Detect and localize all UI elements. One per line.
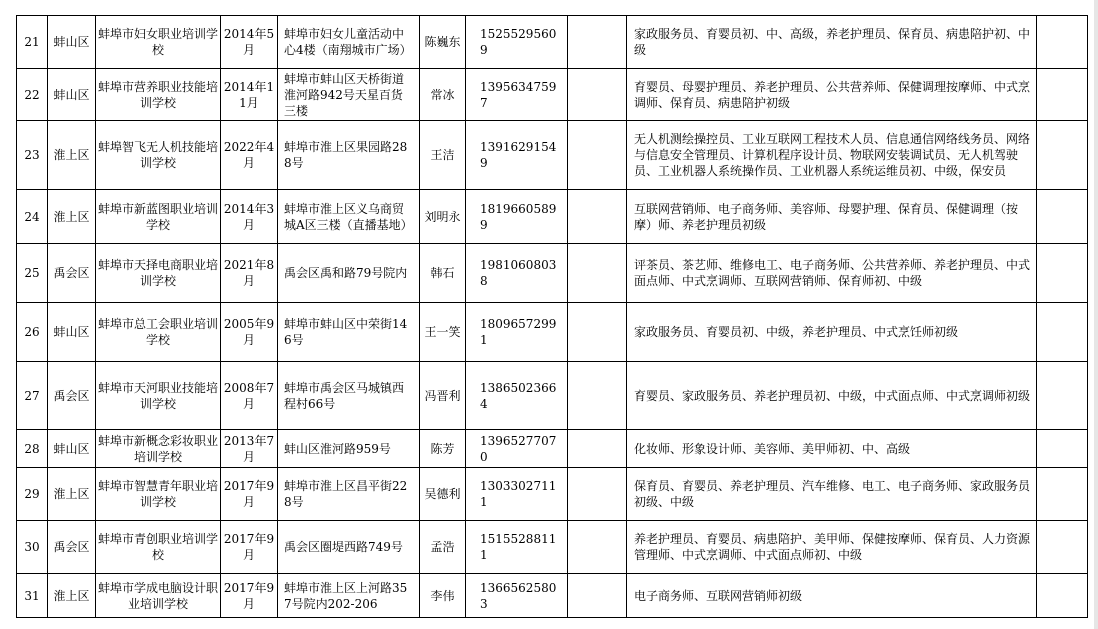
empty-cell bbox=[568, 303, 627, 362]
established-date-cell: 2017年9月 bbox=[221, 574, 278, 618]
address-cell: 禹会区禹和路79号院内 bbox=[278, 244, 420, 303]
established-date-cell: 2014年11月 bbox=[221, 69, 278, 121]
district-cell: 禹会区 bbox=[48, 521, 96, 574]
school-name-cell: 蚌埠市新概念彩妆职业培训学校 bbox=[96, 430, 221, 468]
phone-cell: 13865023664 bbox=[466, 362, 568, 430]
table-row bbox=[17, 190, 1088, 244]
empty-cell bbox=[568, 521, 627, 574]
table-row bbox=[17, 574, 1088, 618]
district-cell: 禹会区 bbox=[48, 362, 96, 430]
row-number: 27 bbox=[17, 362, 48, 430]
contact-cell: 李伟 bbox=[420, 574, 466, 618]
contact-cell: 常冰 bbox=[420, 69, 466, 121]
empty-cell bbox=[1037, 303, 1088, 362]
school-name-cell: 蚌埠市总工会职业培训学校 bbox=[96, 303, 221, 362]
training-school-table bbox=[16, 15, 1088, 618]
established-date-cell: 2013年7月 bbox=[221, 430, 278, 468]
empty-cell bbox=[1037, 362, 1088, 430]
phone-cell: 15155288111 bbox=[466, 521, 568, 574]
occupations-cell: 保育员、育婴员、养老护理员、汽车维修、电工、电子商务师、家政服务员初级、中级 bbox=[627, 468, 1037, 521]
district-cell: 蚌山区 bbox=[48, 303, 96, 362]
phone-cell: 13965277070 bbox=[466, 430, 568, 468]
row-number: 25 bbox=[17, 244, 48, 303]
empty-cell bbox=[568, 574, 627, 618]
occupations-cell: 化妆师、形象设计师、美容师、美甲师初、中、高级 bbox=[627, 430, 1037, 468]
empty-cell bbox=[1037, 521, 1088, 574]
row-number: 30 bbox=[17, 521, 48, 574]
occupations-cell: 养老护理员、育婴员、病患陪护、美甲师、保健按摩师、保育员、人力资源管理师、中式烹调师、中式面点师初、中级 bbox=[627, 521, 1037, 574]
school-name-cell: 蚌埠市青创职业培训学校 bbox=[96, 521, 221, 574]
contact-cell: 吴德利 bbox=[420, 468, 466, 521]
table-row bbox=[17, 16, 1088, 69]
established-date-cell: 2005年9月 bbox=[221, 303, 278, 362]
scroll-edge bbox=[1094, 0, 1098, 629]
contact-cell: 刘明永 bbox=[420, 190, 466, 244]
established-date-cell: 2014年5月 bbox=[221, 16, 278, 69]
empty-cell bbox=[1037, 244, 1088, 303]
occupations-cell: 评茶员、茶艺师、维修电工、电子商务师、公共营养师、养老护理员、中式面点师、中式烹调师、互联网营销师、保育师初、中级 bbox=[627, 244, 1037, 303]
phone-cell: 13956347597 bbox=[466, 69, 568, 121]
row-number: 24 bbox=[17, 190, 48, 244]
school-name-cell: 蚌埠市智慧青年职业培训学校 bbox=[96, 468, 221, 521]
district-cell: 蚌山区 bbox=[48, 16, 96, 69]
table-row bbox=[17, 303, 1088, 362]
occupations-cell: 无人机测绘操控员、工业互联网工程技术人员、信息通信网络线务员、网络与信息安全管理员、计算机程序设计员、物联网安装调试员、无人机驾驶员、工业机器人系统操作员、工业机器人系统运维员初、中级，保安员 bbox=[627, 121, 1037, 190]
phone-cell: 18196605899 bbox=[466, 190, 568, 244]
row-number: 29 bbox=[17, 468, 48, 521]
table-row bbox=[17, 244, 1088, 303]
phone-cell: 15255295609 bbox=[466, 16, 568, 69]
empty-cell bbox=[1037, 430, 1088, 468]
table-row bbox=[17, 69, 1088, 121]
school-name-cell: 蚌埠智飞无人机技能培训学校 bbox=[96, 121, 221, 190]
address-cell: 蚌埠市淮上区昌平街228号 bbox=[278, 468, 420, 521]
empty-cell bbox=[568, 430, 627, 468]
phone-cell: 13916291549 bbox=[466, 121, 568, 190]
empty-cell bbox=[1037, 468, 1088, 521]
established-date-cell: 2021年8月 bbox=[221, 244, 278, 303]
empty-cell bbox=[1037, 16, 1088, 69]
contact-cell: 陈巍东 bbox=[420, 16, 466, 69]
empty-cell bbox=[568, 69, 627, 121]
district-cell: 淮上区 bbox=[48, 190, 96, 244]
row-number: 26 bbox=[17, 303, 48, 362]
address-cell: 蚌埠市淮上区上河路357号院内202-206 bbox=[278, 574, 420, 618]
address-cell: 禹会区圈堤西路749号 bbox=[278, 521, 420, 574]
table-row bbox=[17, 362, 1088, 430]
contact-cell: 王一笑 bbox=[420, 303, 466, 362]
school-name-cell: 蚌埠市天河职业技能培训学校 bbox=[96, 362, 221, 430]
training-school-table-sheet bbox=[16, 15, 1087, 618]
established-date-cell: 2022年4月 bbox=[221, 121, 278, 190]
occupations-cell: 育婴员、母婴护理员、养老护理员、公共营养师、保健调理按摩师、中式烹调师、保育员、病患陪护初级 bbox=[627, 69, 1037, 121]
empty-cell bbox=[568, 16, 627, 69]
empty-cell bbox=[1037, 190, 1088, 244]
address-cell: 蚌埠市蚌山区天桥街道淮河路942号天星百货三楼 bbox=[278, 69, 420, 121]
empty-cell bbox=[568, 244, 627, 303]
phone-cell: 19810608038 bbox=[466, 244, 568, 303]
contact-cell: 孟浩 bbox=[420, 521, 466, 574]
address-cell: 蚌埠市淮上区果园路288号 bbox=[278, 121, 420, 190]
empty-cell bbox=[568, 362, 627, 430]
district-cell: 淮上区 bbox=[48, 121, 96, 190]
occupations-cell: 育婴员、家政服务员、养老护理员初、中级，中式面点师、中式烹调师初级 bbox=[627, 362, 1037, 430]
occupations-cell: 互联网营销师、电子商务师、美容师、母婴护理、保育员、保健调理（按摩）师、养老护理员初级 bbox=[627, 190, 1037, 244]
school-name-cell: 蚌埠市妇女职业培训学校 bbox=[96, 16, 221, 69]
occupations-cell: 电子商务师、互联网营销师初级 bbox=[627, 574, 1037, 618]
address-cell: 蚌埠市妇女儿童活动中心4楼（南翔城市广场） bbox=[278, 16, 420, 69]
table-row bbox=[17, 121, 1088, 190]
contact-cell: 韩石 bbox=[420, 244, 466, 303]
school-name-cell: 蚌埠市新蓝图职业培训学校 bbox=[96, 190, 221, 244]
row-number: 21 bbox=[17, 16, 48, 69]
occupations-cell: 家政服务员、育婴员初、中级，养老护理员、中式烹饪师初级 bbox=[627, 303, 1037, 362]
phone-cell: 13033027111 bbox=[466, 468, 568, 521]
address-cell: 蚌埠市淮上区义乌商贸城A区三楼（直播基地） bbox=[278, 190, 420, 244]
empty-cell bbox=[568, 190, 627, 244]
row-number: 31 bbox=[17, 574, 48, 618]
occupations-cell: 家政服务员、育婴员初、中、高级，养老护理员、保育员、病患陪护初、中级 bbox=[627, 16, 1037, 69]
school-name-cell: 蚌埠市天择电商职业培训学校 bbox=[96, 244, 221, 303]
row-number: 23 bbox=[17, 121, 48, 190]
district-cell: 淮上区 bbox=[48, 574, 96, 618]
empty-cell bbox=[1037, 69, 1088, 121]
address-cell: 蚌埠市禹会区马城镇西程村66号 bbox=[278, 362, 420, 430]
school-name-cell: 蚌埠市营养职业技能培训学校 bbox=[96, 69, 221, 121]
empty-cell bbox=[1037, 121, 1088, 190]
district-cell: 淮上区 bbox=[48, 468, 96, 521]
address-cell: 蚌埠市蚌山区中荣街146号 bbox=[278, 303, 420, 362]
row-number: 28 bbox=[17, 430, 48, 468]
district-cell: 禹会区 bbox=[48, 244, 96, 303]
table-body bbox=[17, 16, 1088, 618]
table-row bbox=[17, 468, 1088, 521]
table-row bbox=[17, 521, 1088, 574]
contact-cell: 冯晋利 bbox=[420, 362, 466, 430]
established-date-cell: 2014年3月 bbox=[221, 190, 278, 244]
phone-cell: 18096572991 bbox=[466, 303, 568, 362]
district-cell: 蚌山区 bbox=[48, 430, 96, 468]
empty-cell bbox=[1037, 574, 1088, 618]
contact-cell: 陈芳 bbox=[420, 430, 466, 468]
table-row bbox=[17, 430, 1088, 468]
row-number: 22 bbox=[17, 69, 48, 121]
contact-cell: 王洁 bbox=[420, 121, 466, 190]
district-cell: 蚌山区 bbox=[48, 69, 96, 121]
established-date-cell: 2017年9月 bbox=[221, 468, 278, 521]
school-name-cell: 蚌埠市学成电脑设计职业培训学校 bbox=[96, 574, 221, 618]
empty-cell bbox=[568, 468, 627, 521]
established-date-cell: 2008年7月 bbox=[221, 362, 278, 430]
address-cell: 蚌山区淮河路959号 bbox=[278, 430, 420, 468]
phone-cell: 13665625803 bbox=[466, 574, 568, 618]
established-date-cell: 2017年9月 bbox=[221, 521, 278, 574]
empty-cell bbox=[568, 121, 627, 190]
